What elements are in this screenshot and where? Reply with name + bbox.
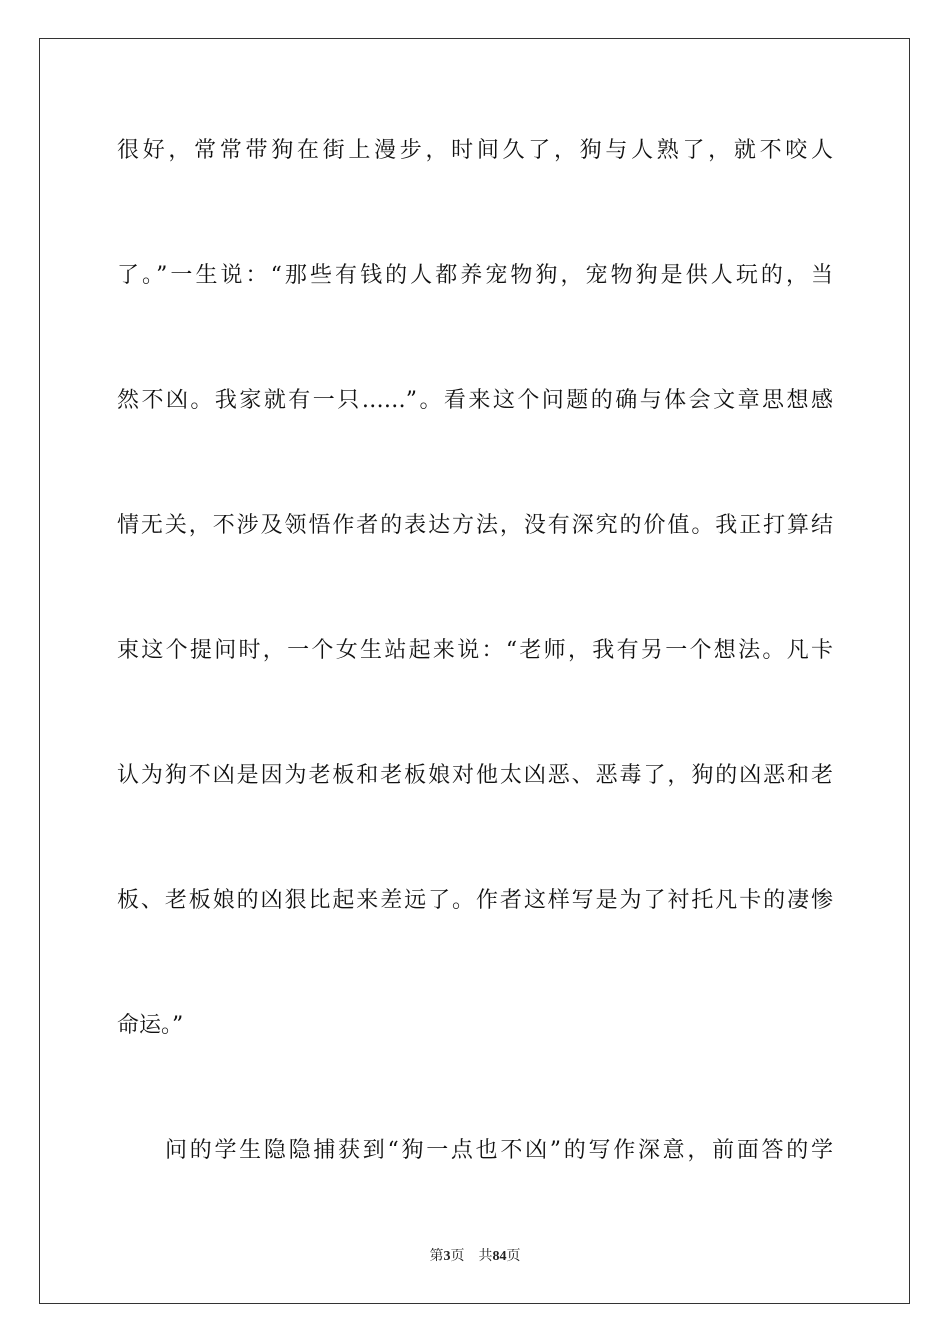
page-number: 3 bbox=[443, 1249, 451, 1264]
page-prefix: 第 bbox=[429, 1249, 444, 1264]
body-line-2: 了。”一生说：“那些有钱的人都养宠物狗，宠物狗是供人玩的，当 bbox=[117, 263, 833, 288]
body-line-3: 然不凶。我家就有一只……”。看来这个问题的确与体会文章思想感 bbox=[117, 388, 833, 413]
body-line-4: 情无关，不涉及领悟作者的表达方法，没有深究的价值。我正打算结 bbox=[117, 513, 833, 538]
body-line-1: 很好，常常带狗在街上漫步，时间久了，狗与人熟了，就不咬人 bbox=[117, 138, 833, 163]
page-border bbox=[39, 38, 910, 1304]
total-prefix: 共 bbox=[478, 1249, 493, 1264]
page-suffix: 页 bbox=[450, 1249, 465, 1264]
page-footer bbox=[0, 1247, 950, 1267]
body-line-8: 命运。” bbox=[117, 1013, 184, 1038]
body-line-6: 认为狗不凶是因为老板和老板娘对他太凶恶、恶毒了，狗的凶恶和老 bbox=[117, 763, 833, 788]
body-line-7: 板、老板娘的凶狠比起来差远了。作者这样写是为了衬托凡卡的凄惨 bbox=[117, 888, 833, 913]
total-pages: 84 bbox=[492, 1249, 507, 1264]
body-line-5: 束这个提问时，一个女生站起来说：“老师，我有另一个想法。凡卡 bbox=[117, 638, 833, 663]
total-suffix: 页 bbox=[506, 1249, 521, 1264]
body-line-9: 问的学生隐隐捕获到“狗一点也不凶”的写作深意，前面答的学 bbox=[165, 1138, 833, 1163]
